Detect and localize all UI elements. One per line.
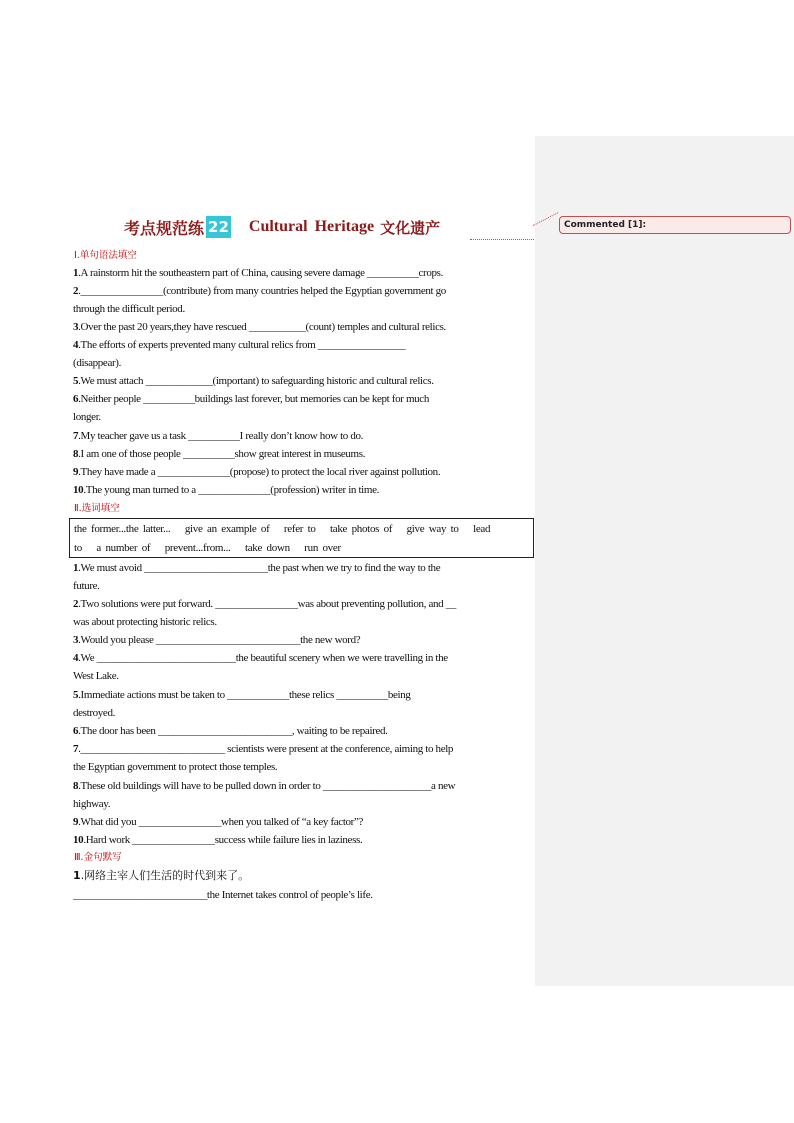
s2-item-1[interactable]: 1.We must avoid ________________________the past when we try to find the way to the: [73, 562, 441, 574]
s1-item-9[interactable]: 9.They have made a ______________(propose) to protect the local river against pollution.: [73, 466, 441, 478]
s2-item-6[interactable]: 6.The door has been __________________________, waiting to be repaired.: [73, 725, 388, 737]
word-bank-item: refer to: [283, 523, 316, 535]
word-bank-item: give an example of: [184, 523, 270, 535]
page-title: [124, 214, 440, 240]
s2-item-8-cont: highway.: [73, 798, 111, 810]
word-bank-item: run over: [304, 542, 341, 554]
s2-item-9[interactable]: 9.What did you ________________when you talked of “a key factor”?: [73, 816, 364, 828]
title-english: Cultural Heritage: [248, 218, 375, 235]
s2-item-4[interactable]: 4.We ___________________________the beautiful scenery when we were travelling in the: [73, 652, 448, 664]
s1-item-10[interactable]: 10.The young man turned to a ______________(profession) writer in time.: [73, 484, 380, 496]
title-chinese-subtitle: 文化遗产: [380, 218, 441, 237]
s1-item-2-cont: through the difficult period.: [73, 303, 185, 315]
s1-item-2[interactable]: 2.________________(contribute) from many countries helped the Egyptian government go: [73, 285, 446, 297]
section-2-heading: Ⅱ.选词填空: [74, 503, 120, 514]
word-bank-item: a number of: [96, 542, 151, 554]
word-bank-item: give way to: [406, 523, 459, 535]
word-bank-item: to: [74, 542, 82, 554]
s1-item-6[interactable]: 6.Neither people __________buildings last forever, but memories can be kept for much: [73, 393, 429, 405]
title-chinese: 考点规范练: [124, 218, 205, 238]
s3-item-1: 1.网络主宰人们生活的时代到来了。: [73, 869, 250, 882]
s1-item-6-cont: longer.: [73, 411, 101, 423]
comment-margin-panel: [535, 136, 794, 986]
word-bank-row-2: [74, 541, 351, 555]
section-1-heading: Ⅰ.单句语法填空: [74, 250, 137, 261]
section-3-heading: Ⅲ.金句默写: [74, 852, 122, 863]
s2-item-2-cont: was about protecting historic relics.: [73, 616, 217, 628]
word-bank-box: [69, 518, 534, 558]
s1-item-7[interactable]: 7.My teacher gave us a task __________I really don’t know how to do.: [73, 430, 364, 442]
s2-item-2[interactable]: 2.Two solutions were put forward. ________________was about preventing pollution, and __: [73, 598, 457, 610]
s2-item-5-cont: destroyed.: [73, 707, 116, 719]
s2-item-1-cont: future.: [73, 580, 100, 592]
word-bank-row-1: [74, 522, 500, 536]
word-bank-item: take down: [244, 542, 290, 554]
s2-item-5[interactable]: 5.Immediate actions must be taken to ____________these relics __________being: [73, 689, 411, 701]
comment-anchor-line: [470, 239, 534, 240]
s2-item-10[interactable]: 10.Hard work ________________success while failure lies in laziness.: [73, 834, 363, 846]
word-bank-item: lead: [473, 523, 491, 535]
s1-item-3[interactable]: 3.Over the past 20 years,they have rescued ___________(count) temples and cultural relics.: [73, 321, 446, 333]
s2-item-7-cont: the Egyptian government to protect those temples.: [73, 761, 278, 773]
s1-item-4[interactable]: 4.The efforts of experts prevented many cultural relics from _________________: [73, 339, 406, 351]
s2-item-7[interactable]: 7.____________________________ scientists were present at the conference, aiming to help: [73, 743, 454, 755]
word-bank-item: take photos of: [330, 523, 393, 535]
exercise-number-badge: 22: [208, 218, 229, 236]
s1-item-1[interactable]: 1.A rainstorm hit the southeastern part of China, causing severe damage __________crops.: [73, 267, 443, 279]
s1-item-8[interactable]: 8.I am one of those people __________show great interest in museums.: [73, 448, 366, 460]
comment-balloon[interactable]: Commented [1]:: [559, 216, 791, 234]
s2-item-8[interactable]: 8.These old buildings will have to be pulled down in order to _____________________a new: [73, 780, 456, 792]
word-bank-item: the former...the latter...: [74, 523, 171, 535]
s3-item-1-answer[interactable]: __________________________the Internet takes control of people’s life.: [73, 889, 373, 901]
s2-item-3[interactable]: 3.Would you please ____________________________the new word?: [73, 634, 361, 646]
s2-item-4-cont: West Lake.: [73, 670, 119, 682]
s1-item-4-cont: (disappear).: [73, 357, 122, 369]
word-bank-item: prevent...from...: [164, 542, 231, 554]
s1-item-5[interactable]: 5.We must attach _____________(important) to safeguarding historic and cultural relics.: [73, 375, 434, 387]
